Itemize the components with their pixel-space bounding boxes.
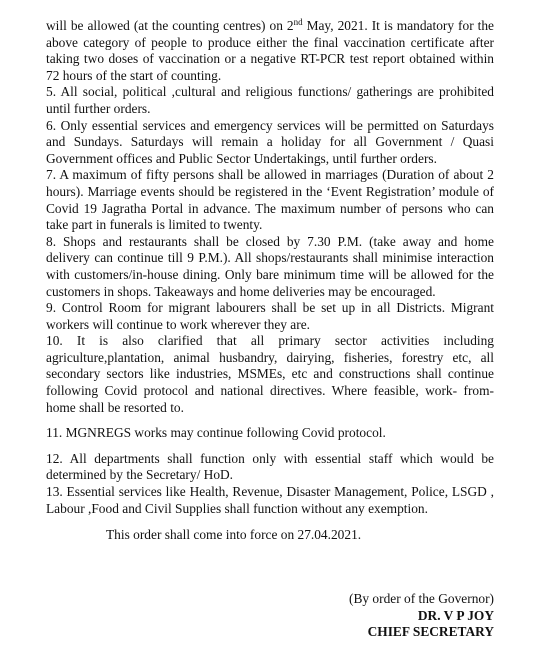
item-5: 5. All social, political ,cultural and religious functions/ gatherings are prohibited until further orders. — [46, 84, 494, 116]
intro-text-post: May, 2021. It is mandatory for the above category of people to produce either the final vaccination certificate after taking two doses of vaccination or a negative RT-PCR test report obtained within 72 hours of the start of counting. — [46, 18, 494, 83]
spacer — [46, 442, 494, 451]
intro-paragraph — [46, 18, 494, 84]
signature-block — [349, 591, 494, 641]
item-10: 10. It is also clarified that all primary sector activities including agriculture,plantation, animal husbandry, dairying, fisheries, forestry etc, all secondary sectors like industries, MSMEs, etc and constructions shall continue following Covid protocol and national directives. Where feasible, work- from-home shall be resorted to. — [46, 333, 494, 415]
effective-date-line: This order shall come into force on 27.04.2021. — [106, 527, 362, 543]
signatory-title: CHIEF SECRETARY — [367, 624, 494, 640]
item-7: 7. A maximum of fifty persons shall be allowed in marriages (Duration of about 2 hours). Marriage events should be registered in the ‘Event Registration’ module of Covid 19 Jagratha Portal in advance. The maximum number of persons who can take part in funerals is limited to twenty. — [46, 167, 494, 233]
item-6: 6. Only essential services and emergency services will be permitted on Saturdays and Sundays. Saturdays will remain a holiday for all Government / Quasi Government offices and Public Sector Undertakings, until further orders. — [46, 117, 494, 166]
intro-superscript: nd — [293, 17, 303, 27]
signatory-name: DR. V P JOY — [417, 607, 494, 623]
item-8: 8. Shops and restaurants shall be closed by 7.30 P.M. (take away and home delivery can continue till 9 P.M.). All shops/restaurants shall minimise interaction with customers/in-house dining. Only bare minimum time will be allowed for the customers in shops. Takeaways and home deliveries may be encouraged. — [46, 233, 494, 299]
by-order-line: (By order of the Governor) — [348, 591, 494, 606]
intro-text-pre: will be allowed (at the counting centres) on 2 — [46, 18, 294, 33]
spacer — [46, 416, 494, 425]
order-body — [46, 18, 494, 544]
item-12: 12. All departments shall function only with essential staff which would be determined by the Secretary/ HoD. — [46, 450, 494, 483]
item-13: 13. Essential services like Health, Revenue, Disaster Management, Police, LSGD , Labour ,Food and Civil Supplies shall function without any exemption. — [46, 484, 494, 516]
item-9: 9. Control Room for migrant labourers shall be set up in all Districts. Migrant workers will continue to work wherever they are. — [46, 300, 494, 332]
item-11: 11. MGNREGS works may continue following Covid protocol. — [46, 425, 386, 441]
